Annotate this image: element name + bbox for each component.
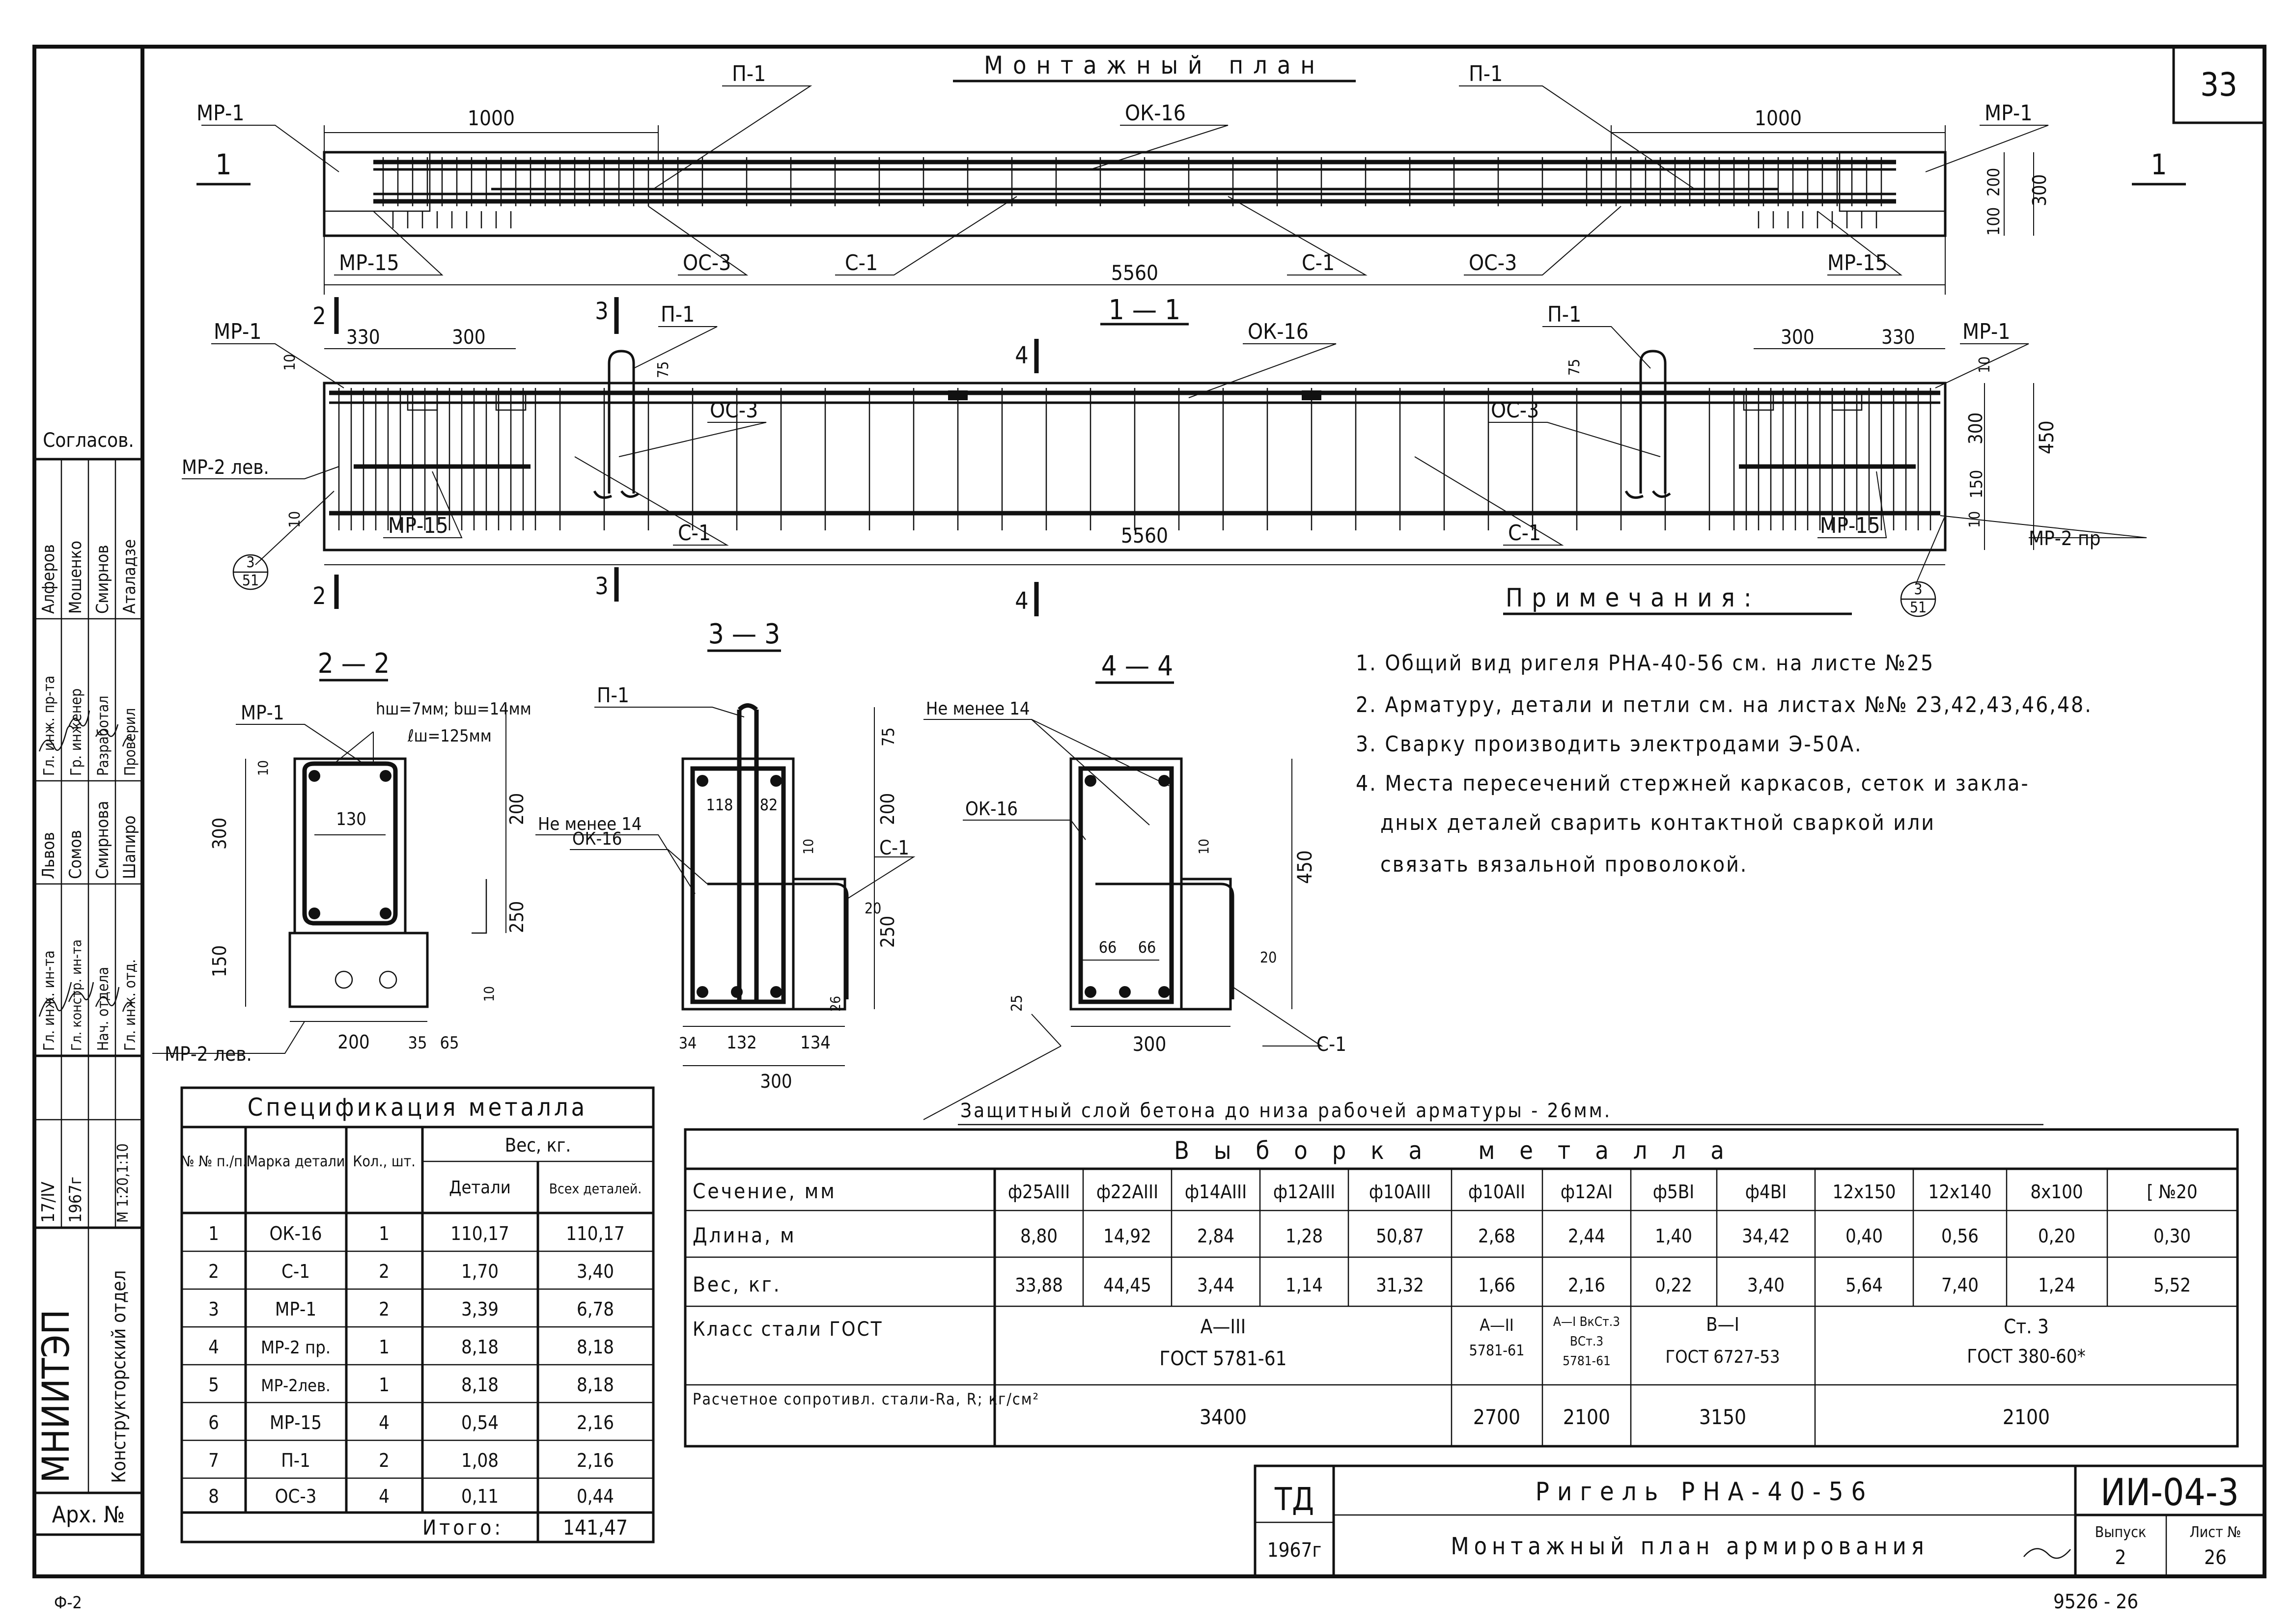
elev-label-oc3-left: ОС-3 (710, 398, 758, 423)
elev-label-oc3-right: ОС-3 (1491, 398, 1539, 423)
sel-weight-cell: 7,40 (1941, 1274, 1979, 1296)
sel-length-cell: 0,56 (1941, 1225, 1979, 1247)
cut-2-top: 2 (312, 303, 326, 330)
elev-ref-left-bottom: 51 (242, 572, 259, 589)
spec-cell-no: 3 (208, 1298, 219, 1320)
spec-cell-qty: 4 (379, 1486, 390, 1507)
spec-total-value: 141,47 (562, 1515, 628, 1540)
plan-section-mark-left: 1 (215, 148, 232, 181)
stamp-role: Гл. инж. отд. (122, 959, 139, 1051)
sel-resist-g1: 3400 (1199, 1405, 1247, 1429)
spec-cell-w-one: 0,11 (461, 1486, 499, 1507)
sel-col-header: ф5BI (1652, 1181, 1695, 1203)
plan-label-c1-left: С-1 (845, 250, 878, 275)
elev-label-p1-left: П-1 (661, 302, 695, 327)
s22-dim-65: 65 (440, 1033, 459, 1053)
title-code: ИИ-04-3 (2100, 1470, 2239, 1514)
s22-dim-150: 150 (209, 945, 230, 977)
plan-dim-300: 300 (2029, 174, 2050, 206)
s33-dim-200: 200 (877, 793, 898, 825)
sel-resist-g5: 2100 (2002, 1405, 2050, 1429)
elev-ref-left-top: 3 (246, 554, 255, 571)
s33-p1: П-1 (597, 683, 630, 707)
sel-length-cell: 8,80 (1020, 1225, 1058, 1247)
elev-label-ok16: ОК-16 (1248, 319, 1309, 344)
spec-cell-no: 8 (208, 1486, 219, 1507)
plan-label-ok16: ОК-16 (1125, 101, 1186, 126)
plan-dim-1000-right: 1000 (1754, 106, 1802, 130)
plan-label-mr15-right: МР-15 (1827, 250, 1888, 275)
sel-row-label-resist: Расчетное сопротивл. стали-Ra, R; кг/см² (693, 1390, 1039, 1408)
spec-cell-w-one: 3,39 (461, 1298, 499, 1320)
spec-cell-qty: 1 (379, 1223, 390, 1244)
spec-cell-no: 7 (208, 1450, 219, 1471)
stamp-role: Гл. констр. ин-та (68, 939, 84, 1051)
sel-col-header: ф4BI (1745, 1181, 1787, 1203)
sel-weight-cell: 5,52 (2153, 1274, 2191, 1296)
sel-weight-cell: 5,64 (1845, 1274, 1883, 1296)
title-list-value: 26 (2204, 1546, 2227, 1569)
spec-cell-no: 5 (208, 1374, 219, 1396)
spec-cell-mark: ОК-16 (269, 1223, 322, 1244)
sel-klass-g5b: ГОСТ 380-60* (1967, 1346, 2086, 1367)
spec-cell-mark: ОС-3 (275, 1486, 317, 1507)
sel-weight-cell: 3,44 (1197, 1274, 1235, 1296)
cut-2-bottom: 2 (312, 582, 326, 610)
sel-col-header: 12х140 (1928, 1181, 1992, 1203)
spec-cell-mark: С-1 (281, 1261, 310, 1282)
s22-dim-35: 35 (408, 1033, 427, 1053)
spec-row (208, 1374, 614, 1396)
sel-length-cell: 0,30 (2153, 1225, 2191, 1247)
s22-dim-10: 10 (255, 760, 271, 776)
s22-mr1: МР-1 (241, 702, 284, 724)
plan-dim-total: 5560 (1111, 261, 1159, 285)
plan-title: Монтажный план (984, 51, 1325, 80)
sel-col-header: [ №20 (2147, 1181, 2198, 1203)
elev-dim-330-right: 330 (1881, 326, 1915, 349)
sel-weight-cell: 2,16 (1567, 1274, 1606, 1296)
title-issue-value: 2 (2115, 1546, 2126, 1569)
sel-weight-cell: 31,32 (1376, 1274, 1424, 1296)
spec-cell-qty: 2 (379, 1261, 390, 1282)
spec-cell-w-one: 0,54 (461, 1412, 499, 1433)
elev-dim-300-left: 300 (452, 326, 486, 349)
title-td: ТД (1274, 1482, 1314, 1518)
spec-cell-w-one: 8,18 (461, 1374, 499, 1396)
elev-label-p1-right: П-1 (1547, 302, 1582, 327)
spec-cell-w-all: 2,16 (576, 1412, 615, 1433)
sel-col-header: ф10АIII (1369, 1181, 1431, 1203)
spec-header-qty: Кол., шт. (353, 1153, 416, 1170)
sel-length-cell: 2,44 (1567, 1225, 1606, 1247)
notes-title: Примечания: (1506, 583, 1761, 613)
spec-row (208, 1412, 614, 1433)
elev-dim-10-right-top: 10 (1976, 356, 1993, 373)
stamp-agreed: Согласов. (43, 429, 134, 452)
spec-cell-w-all: 8,18 (576, 1374, 615, 1396)
s22-mr2: МР-2 лев. (165, 1043, 252, 1066)
s33-dim-118: 118 (706, 796, 733, 814)
spec-cell-w-one: 8,18 (461, 1336, 499, 1358)
stamp-role: Гр. инженер (68, 688, 85, 776)
sel-col-header: ф10АII (1468, 1181, 1526, 1203)
stamp-name: Шапиро (120, 815, 140, 879)
s33-dim-34: 34 (678, 1034, 697, 1052)
elev-label-mr2-right: МР-2 пр (2029, 527, 2101, 550)
plan-label-mr1-right: МР-1 (1985, 101, 2033, 126)
spec-row (208, 1486, 614, 1507)
spec-row (208, 1336, 614, 1358)
stamp-name: Аталадзе (120, 539, 140, 614)
cut-3-top: 3 (595, 298, 609, 325)
selection-title: Выборка металла (1174, 1136, 1749, 1165)
s33-c1: С-1 (879, 837, 910, 859)
sel-weight-cell: 1,14 (1285, 1274, 1323, 1296)
stamp-role: Гл. инж. пр-та (41, 675, 58, 776)
elev-dim-450: 450 (2036, 420, 2058, 454)
cut-4-top: 4 (1015, 342, 1029, 369)
sel-col-header: 12х150 (1832, 1181, 1896, 1203)
stamp-name: Сомов (66, 830, 85, 879)
elev-label-mr15-right: МР-15 (1820, 513, 1880, 538)
plan-label-mr1-left: МР-1 (196, 101, 245, 126)
spec-cell-no: 4 (208, 1336, 219, 1358)
sel-col-header: ф12АIII (1273, 1181, 1336, 1203)
stamp-name: Смирнова (93, 800, 112, 879)
s44-c1: С-1 (1316, 1033, 1347, 1056)
plan-section-mark-right: 1 (2151, 148, 2167, 181)
s44-dim-300: 300 (1132, 1033, 1167, 1056)
spec-cell-w-all: 8,18 (576, 1336, 615, 1358)
sel-length-cell: 0,40 (1845, 1225, 1883, 1247)
sel-weight-cell: 1,66 (1478, 1274, 1516, 1296)
s22-dim-250: 250 (506, 901, 528, 933)
spec-cell-mark: П-1 (281, 1450, 310, 1471)
elev-dim-total: 5560 (1120, 523, 1169, 548)
stamp-name: Мошенко (66, 540, 85, 614)
plan-dim-1000-left: 1000 (467, 106, 515, 130)
stamp-role: Нач. отдела (95, 966, 112, 1051)
spec-header-w-all: Всех деталей. (549, 1181, 642, 1197)
sel-weight-cell: 3,40 (1747, 1274, 1785, 1296)
spec-row (208, 1450, 614, 1471)
s33-dim-132: 132 (727, 1033, 757, 1053)
spec-header-no: № № п./п. (180, 1153, 247, 1170)
s22-dim-200v: 200 (506, 793, 528, 825)
s33-title: 3 — 3 (708, 618, 781, 650)
sel-length-cell: 34,42 (1742, 1225, 1790, 1247)
stamp-name: Смирнов (93, 545, 112, 614)
spec-cell-w-all: 3,40 (576, 1261, 615, 1282)
plan-label-oc3-left: ОС-3 (683, 250, 731, 275)
spec-cell-mark: МР-2лев. (261, 1376, 331, 1396)
s33-dim-20: 20 (865, 900, 882, 917)
spec-cell-w-all: 2,16 (576, 1450, 615, 1471)
elev-dim-10-left-top: 10 (281, 354, 299, 371)
section-4-4 (923, 683, 1321, 1120)
s22-dim-300: 300 (209, 817, 230, 850)
sel-row-label-section: Сечение, мм (693, 1179, 837, 1203)
s22-dim-130: 130 (336, 809, 366, 829)
sheet-number: 33 (2200, 66, 2237, 104)
stamp-scale: М 1:20,1:10 (114, 1143, 132, 1223)
s33-dim-75: 75 (879, 727, 898, 746)
elev-dim-300-right: 300 (1781, 326, 1815, 349)
spec-total-label: Итого: (422, 1515, 504, 1540)
note-4-cont2: связать вязальной проволокой. (1380, 852, 1748, 877)
sel-resist-g3: 2100 (1563, 1405, 1611, 1429)
elev-dim-150: 150 (1967, 469, 1986, 498)
spec-header-w-one: Детали (449, 1178, 511, 1198)
spec-header-weight: Вес, кг. (504, 1134, 571, 1156)
elev-label-mr1-right: МР-1 (1962, 319, 2011, 344)
stamp-date1: 17/IV (38, 1182, 58, 1223)
spec-row (208, 1298, 614, 1320)
sel-length-cell: 2,68 (1478, 1225, 1516, 1247)
sel-col-header: 8х100 (2030, 1181, 2083, 1203)
s44-dim-66a: 66 (1098, 938, 1117, 957)
s33-min14: Не менее 14 (538, 814, 642, 834)
sel-klass-g3: А—I ВкСт.3 (1553, 1315, 1621, 1329)
cut-3-bottom: 3 (595, 573, 609, 600)
spec-row (208, 1261, 614, 1282)
spec-cell-no: 2 (208, 1261, 219, 1282)
elev-ref-right-bottom: 51 (1909, 599, 1927, 616)
spec-cell-w-one: 1,70 (461, 1261, 499, 1282)
title-issue-label: Выпуск (2095, 1524, 2147, 1541)
s44-min14: Не менее 14 (926, 699, 1030, 719)
title-line1: Ригель РНА-40-56 (1535, 1477, 1874, 1507)
sel-length-cell: 1,28 (1285, 1225, 1323, 1247)
plan-label-c1-right: С-1 (1302, 250, 1335, 275)
stamp-role: Гл. инж. ин-та (41, 950, 58, 1051)
elev-dim-330-left: 330 (346, 326, 380, 349)
plan-label-oc3-right: ОС-3 (1469, 250, 1517, 275)
elev-label-mr1-left: МР-1 (214, 319, 262, 344)
s44-dim-450: 450 (1294, 850, 1316, 884)
note-2: 2. Арматуру, детали и петли см. на листах №№ 23,42,43,46,48. (1356, 692, 2093, 717)
spec-cell-mark: МР-2 пр. (260, 1338, 331, 1358)
s44-dim-66b: 66 (1138, 938, 1156, 957)
plan-label-p1-left: П-1 (732, 61, 766, 86)
spec-cell-no: 6 (208, 1412, 219, 1433)
s33-dim-82: 82 (759, 796, 778, 814)
spec-cell-w-all: 6,78 (576, 1298, 615, 1320)
note-1: 1. Общий вид ригеля РНА-40-56 см. на листе №25 (1356, 651, 1935, 676)
spec-title: Спецификация металла (247, 1093, 588, 1122)
title-list-label: Лист № (2189, 1524, 2241, 1541)
elev-dim-10-right-bottom: 10 (1966, 511, 1984, 528)
s22-weld2: ℓш=125мм (408, 726, 492, 746)
stamp-role: Разработал (95, 695, 112, 776)
sel-col-header: ф25АIII (1007, 1181, 1070, 1203)
cover-note: Защитный слой бетона до низа рабочей арматуры - 26мм. (960, 1100, 1612, 1122)
plan-label-mr15-left: МР-15 (339, 250, 399, 275)
spec-cell-mark: МР-1 (275, 1298, 317, 1320)
s22-title: 2 — 2 (317, 648, 390, 680)
stamp-name: Алферов (39, 544, 58, 614)
s33-ok16: ОК-16 (572, 829, 622, 849)
sel-row-label-klass: Класс стали ГОСТ (693, 1318, 883, 1341)
note-3: 3. Сварку производить электродами Э-50А. (1356, 732, 1863, 757)
s44-title: 4 — 4 (1101, 650, 1174, 682)
sel-col-header: ф12АI (1560, 1181, 1613, 1203)
sel-klass-g5: Ст. 3 (2004, 1316, 2049, 1338)
s44-dim-20: 20 (1260, 949, 1277, 966)
sel-weight-cell: 0,22 (1654, 1274, 1693, 1296)
note-4: 4. Места пересечений стержней каркасов, сеток и закла- (1356, 771, 2030, 796)
spec-cell-w-all: 0,44 (576, 1486, 615, 1507)
bottom-left-code: Ф-2 (54, 1593, 82, 1613)
elev-dim-75-left: 75 (655, 361, 672, 378)
s44-dim-10: 10 (1196, 838, 1212, 854)
plan-dim-200: 200 (1984, 167, 2004, 196)
stamp-date2: 1967г (66, 1177, 85, 1223)
s33-dim-300: 300 (760, 1071, 792, 1092)
elev-label-c1-left: С-1 (678, 521, 711, 546)
s22-dim-200: 200 (337, 1031, 370, 1053)
s33-dim-10: 10 (800, 838, 816, 854)
spec-cell-w-one: 110,17 (450, 1223, 509, 1244)
sel-length-cell: 50,87 (1376, 1225, 1424, 1247)
sel-col-header: ф22АIII (1096, 1181, 1159, 1203)
sel-klass-g1b: ГОСТ 5781-61 (1159, 1348, 1287, 1370)
spec-cell-no: 1 (208, 1223, 219, 1244)
s22-weld: hш=7мм; bш=14мм (376, 699, 531, 719)
plan-dim-100: 100 (1984, 207, 2004, 236)
spec-cell-w-one: 1,08 (461, 1450, 499, 1471)
sel-weight-cell: 1,24 (2038, 1274, 2076, 1296)
spec-cell-qty: 1 (379, 1374, 390, 1396)
cut-4-bottom: 4 (1015, 587, 1029, 615)
spec-cell-mark: МР-15 (270, 1412, 322, 1433)
spec-cell-qty: 2 (379, 1450, 390, 1471)
s22-dim-10b: 10 (481, 986, 497, 1002)
sel-length-cell: 1,40 (1654, 1225, 1693, 1247)
sel-col-header: ф14АIII (1184, 1181, 1247, 1203)
sel-weight-cell: 33,88 (1015, 1274, 1063, 1296)
bottom-right-code: 9526 - 26 (2053, 1591, 2139, 1613)
elev-dim-75-right: 75 (1566, 358, 1583, 376)
elev-label-mr2-left: МР-2 лев. (182, 456, 269, 479)
plan-label-p1-right: П-1 (1469, 61, 1503, 86)
sel-resist-g4: 3150 (1699, 1405, 1747, 1429)
s33-dim-134: 134 (800, 1033, 831, 1053)
sel-klass-g3b: ВСт.3 (1569, 1334, 1604, 1349)
sel-klass-g2b: 5781-61 (1469, 1342, 1525, 1359)
elev-ref-right-top: 3 (1914, 581, 1923, 598)
sel-length-cell: 0,20 (2038, 1225, 2076, 1247)
title-year: 1967г (1267, 1539, 1322, 1562)
title-line2: Монтажный план армирования (1451, 1533, 1929, 1560)
sel-klass-g2: А—II (1480, 1316, 1514, 1335)
elev-dim-300: 300 (1965, 412, 1986, 444)
sel-row-label-weight: Вес, кг. (693, 1272, 782, 1296)
elev-label-mr15-left: МР-15 (388, 513, 448, 538)
spec-cell-qty: 4 (379, 1412, 390, 1433)
sel-weight-cell: 44,45 (1103, 1274, 1151, 1296)
sel-klass-g1: А—III (1200, 1316, 1246, 1338)
stamp-org: МНИИТЭП (34, 1309, 78, 1483)
spec-cell-w-all: 110,17 (566, 1223, 625, 1244)
spec-cell-qty: 2 (379, 1298, 390, 1320)
elev-dim-10-left-bottom: 10 (286, 511, 304, 528)
elev-label-c1-right: С-1 (1508, 521, 1541, 546)
spec-cell-qty: 1 (379, 1336, 390, 1358)
note-4-cont1: дных деталей сварить контактной сваркой или (1380, 810, 1935, 835)
stamp-dept: Конструкторский отдел (108, 1270, 130, 1483)
sel-length-cell: 2,84 (1197, 1225, 1235, 1247)
sel-resist-g2: 2700 (1473, 1405, 1521, 1429)
sel-klass-g4: В—I (1706, 1314, 1739, 1335)
s33-dim-26: 26 (827, 995, 843, 1012)
stamp-arch-no: Арх. № (52, 1501, 125, 1528)
s33-dim-250: 250 (877, 915, 898, 948)
sel-klass-g4b: ГОСТ 6727-53 (1665, 1347, 1780, 1367)
s44-ok16: ОК-16 (965, 798, 1018, 820)
stamp-role: Проверил (122, 708, 139, 776)
s44-dim-25: 25 (1008, 994, 1026, 1012)
spec-row (208, 1223, 625, 1244)
sel-row-label-length: Длина, м (693, 1223, 796, 1247)
sel-klass-g3c: 5781-61 (1563, 1354, 1611, 1369)
stamp-name: Львов (39, 832, 58, 879)
elevation-title: 1 — 1 (1108, 294, 1181, 326)
spec-header-mark: Марка детали (246, 1153, 345, 1170)
sel-length-cell: 14,92 (1103, 1225, 1151, 1247)
